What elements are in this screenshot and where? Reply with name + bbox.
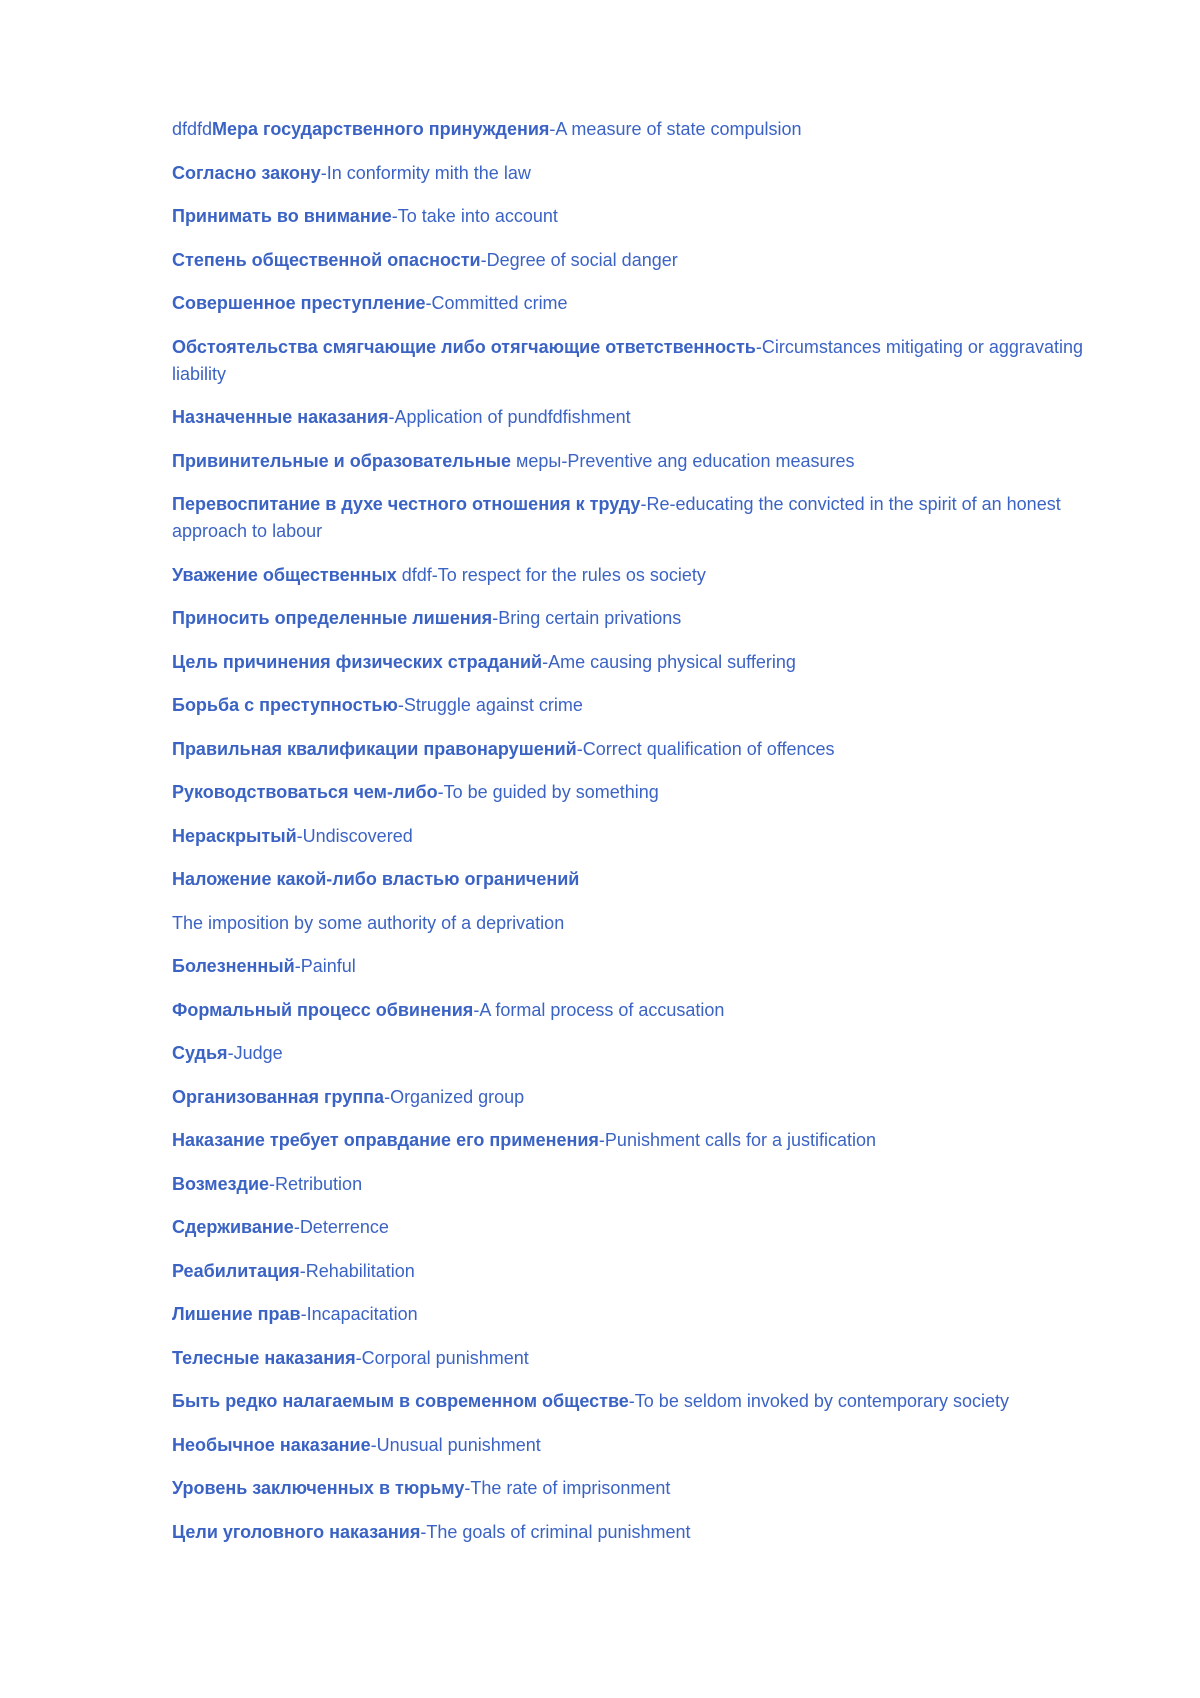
entry-english-term: Circumstances mitigating or aggravating liability <box>172 336 1083 384</box>
glossary-entry <box>172 605 1102 632</box>
entry-separator: - <box>640 494 647 514</box>
glossary-entry <box>172 692 1102 719</box>
entry-russian-term: Борьба с преступностью <box>172 695 398 715</box>
glossary-entry <box>172 334 1102 388</box>
entry-russian-term: Приносить определенные лишения <box>172 608 493 628</box>
entry-russian-term: Цель причинения физических страданий <box>172 651 543 672</box>
entry-english-term: Undiscovered <box>302 825 413 846</box>
glossary-entry <box>172 1345 1102 1372</box>
glossary-entry <box>172 736 1102 763</box>
entry-english-term: dfdf-To respect for the rules os society <box>401 564 706 585</box>
entry-english-term: To take into account <box>397 206 558 226</box>
entry-english-term: Incapacitation <box>306 1304 418 1324</box>
entry-russian-term: Обстоятельства смягчающие либо отягчающие ответственность <box>172 336 756 357</box>
entry-separator: - <box>549 119 556 139</box>
entry-english-term: A measure of state compulsion <box>555 119 802 139</box>
entry-separator: - <box>397 695 404 715</box>
entry-english-term: Degree of social danger <box>486 249 678 270</box>
entry-separator: - <box>492 608 499 628</box>
entry-english-term: Retribution <box>275 1173 363 1194</box>
glossary-entry <box>172 866 1102 893</box>
entry-english-term: Unusual punishment <box>376 1434 541 1455</box>
entry-english-term: The imposition by some authority of a deprivation <box>172 912 565 933</box>
glossary-entry <box>172 203 1102 230</box>
entry-russian-term: Руководствоваться чем-либо <box>172 782 438 802</box>
entry-separator: - <box>755 336 762 357</box>
entry-separator: - <box>473 999 480 1020</box>
entry-separator: - <box>293 1217 300 1237</box>
entry-separator: - <box>355 1347 362 1368</box>
entry-english-term: Punishment calls for a justification <box>604 1130 877 1150</box>
entry-russian-term: Возмездие <box>172 1173 270 1194</box>
entry-english-term: The goals of criminal punishment <box>426 1521 691 1542</box>
entry-russian-term: Мера государственного принуждения <box>212 119 550 139</box>
glossary-entry <box>172 953 1102 980</box>
glossary-entry <box>172 1388 1102 1415</box>
entry-separator: - <box>300 1304 307 1324</box>
glossary-entry <box>172 1301 1102 1328</box>
glossary-entry <box>172 1519 1102 1546</box>
entry-separator: - <box>384 1086 391 1107</box>
entry-russian-term: Телесные наказания <box>172 1347 356 1368</box>
entry-english-term: In conformity mith the law <box>326 162 531 183</box>
entry-russian-term: Назначенные наказания <box>172 407 389 427</box>
entry-russian-term: Болезненный <box>172 956 295 976</box>
glossary-entry <box>172 1475 1102 1502</box>
entry-russian-term: Уровень заключенных в тюрьму <box>172 1478 465 1498</box>
entry-russian-term: Совершенное преступление <box>172 293 426 313</box>
entry-separator: - <box>391 206 398 226</box>
glossary-entry <box>172 1084 1102 1111</box>
entry-separator: - <box>296 825 303 846</box>
entry-separator: - <box>420 1521 427 1542</box>
entry-russian-term: Судья <box>172 1043 228 1063</box>
glossary-entry <box>172 562 1102 589</box>
entry-english-term: Correct qualification of offences <box>582 738 835 759</box>
entry-russian-term: Привинительные и образовательные <box>172 450 511 471</box>
glossary-entry <box>172 404 1102 431</box>
entry-english-term: меры-Preventive ang education measures <box>515 450 855 471</box>
entry-russian-term: Нераскрытый <box>172 825 297 846</box>
entry-russian-term: Перевоспитание в духе честного отношения к труду <box>172 494 641 514</box>
entry-russian-term: Степень общественной опасности <box>172 249 481 270</box>
entry-russian-term: Быть редко налагаемым в современном обществе <box>172 1391 629 1411</box>
entry-russian-term: Принимать во внимание <box>172 206 392 226</box>
entry-english-term: To be seldom invoked by contemporary society <box>634 1391 1009 1411</box>
entry-english-term: A formal process of accusation <box>479 999 725 1020</box>
glossary-entry <box>172 1040 1102 1067</box>
entry-english-term: Re-educating the convicted in the spirit of an honest approach to labour <box>172 494 1061 541</box>
glossary-entry <box>172 997 1102 1024</box>
glossary-list <box>172 116 1102 1562</box>
glossary-entry <box>172 1127 1102 1154</box>
entry-separator: - <box>388 407 395 427</box>
entry-russian-term: Правильная квалификации правонарушений <box>172 738 577 759</box>
entry-russian-term: Сдерживание <box>172 1217 294 1237</box>
entry-separator: - <box>464 1478 471 1498</box>
entry-separator: - <box>425 293 432 313</box>
entry-separator: - <box>294 956 301 976</box>
entry-english-term: Deterrence <box>299 1217 389 1237</box>
glossary-entry <box>172 1214 1102 1241</box>
entry-separator: - <box>269 1173 276 1194</box>
glossary-entry <box>172 1171 1102 1198</box>
entry-english-term: Judge <box>233 1043 283 1063</box>
entry-prefix: dfdfd <box>172 119 213 139</box>
entry-separator: - <box>370 1434 377 1455</box>
entry-separator: - <box>227 1043 234 1063</box>
entry-english-term: Organized group <box>390 1086 525 1107</box>
glossary-entry <box>172 491 1102 545</box>
entry-english-term: Committed crime <box>431 293 568 313</box>
entry-russian-term: Уважение общественных <box>172 564 397 585</box>
glossary-entry <box>172 448 1102 475</box>
entry-separator: - <box>598 1130 605 1150</box>
glossary-entry <box>172 910 1102 937</box>
glossary-entry <box>172 649 1102 676</box>
glossary-entry <box>172 247 1102 274</box>
glossary-entry <box>172 160 1102 187</box>
entry-english-term: The rate of imprisonment <box>470 1478 671 1498</box>
glossary-entry <box>172 823 1102 850</box>
entry-english-term: Application of pundfdfishment <box>394 407 631 427</box>
entry-separator: - <box>576 738 583 759</box>
entry-russian-term: Согласно закону <box>172 162 321 183</box>
entry-english-term: Rehabilitation <box>305 1260 415 1281</box>
entry-english-term: To be guided by something <box>443 782 659 802</box>
entry-russian-term: Цели уголовного наказания <box>172 1521 421 1542</box>
entry-russian-term: Наказание требует оправдание его применения <box>172 1130 599 1150</box>
entry-separator: - <box>542 651 549 672</box>
entry-english-term: Struggle against crime <box>403 695 583 715</box>
entry-russian-term: Лишение прав <box>172 1304 301 1324</box>
entry-english-term: Ame causing physical suffering <box>548 651 796 672</box>
entry-english-term: Bring certain privations <box>498 608 682 628</box>
glossary-entry <box>172 116 1102 143</box>
entry-separator: - <box>480 249 487 270</box>
entry-russian-term: Организованная группа <box>172 1086 385 1107</box>
entry-separator: - <box>320 162 327 183</box>
entry-separator: - <box>299 1260 306 1281</box>
entry-russian-term: Необычное наказание <box>172 1434 371 1455</box>
entry-separator: - <box>628 1391 635 1411</box>
entry-separator: - <box>437 782 444 802</box>
entry-russian-term: Реабилитация <box>172 1260 300 1281</box>
entry-russian-term: Наложение какой-либо властью ограничений <box>172 869 580 889</box>
entry-english-term: Painful <box>300 956 356 976</box>
glossary-entry <box>172 290 1102 317</box>
entry-russian-term: Формальный процесс обвинения <box>172 999 474 1020</box>
glossary-entry <box>172 779 1102 806</box>
glossary-entry <box>172 1258 1102 1285</box>
entry-english-term: Corporal punishment <box>361 1347 529 1368</box>
glossary-entry <box>172 1432 1102 1459</box>
